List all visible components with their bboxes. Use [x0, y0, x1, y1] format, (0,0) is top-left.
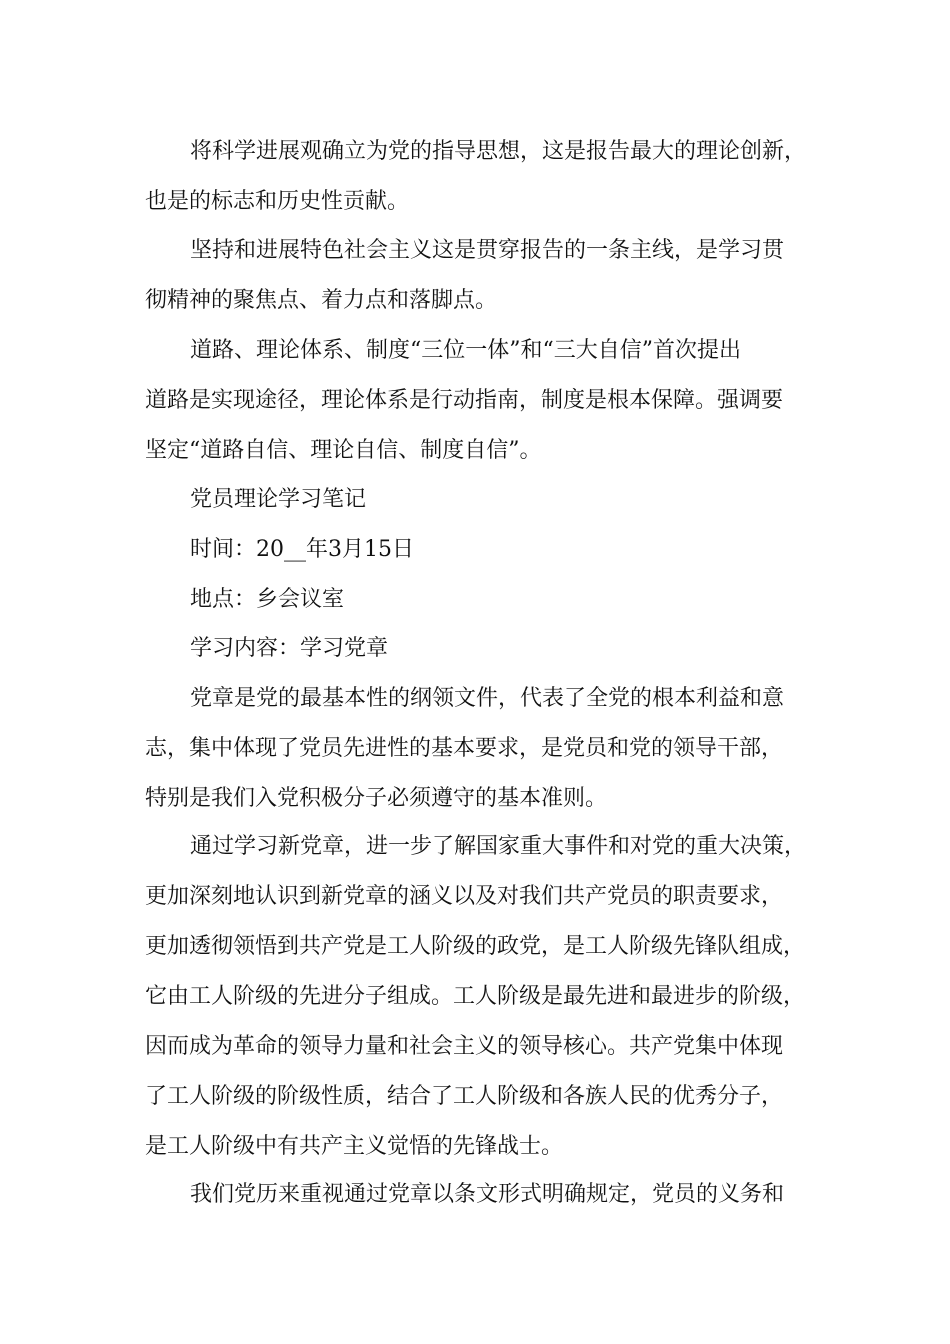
text-line: 更加透彻领悟到共产党是工人阶级的政党，是工人阶级先锋队组成， — [145, 934, 806, 959]
text-line: 道路是实现途径，理论体系是行动指南，制度是根本保障。强调要 — [145, 388, 784, 413]
text-line: 通过学习新党章，进一步了解国家重大事件和对党的重大决策， — [190, 834, 807, 859]
notes-content — [145, 624, 815, 674]
text-line: 坚持和进展特色社会主义这是贯穿报告的一条主线，是学习贯 — [190, 238, 785, 263]
text-line: 时间：20__年3月15日 — [190, 537, 414, 562]
text-line: 我们党历来重视通过党章以条文形式明确规定，党员的义务和 — [190, 1182, 785, 1207]
paragraph-main-line — [145, 226, 815, 326]
text-line: 它由工人阶级的先进分子组成。工人阶级是最先进和最进步的阶级， — [145, 984, 806, 1009]
text-line: 将科学进展观确立为党的指导思想，这是报告最大的理论创新， — [190, 139, 807, 164]
text-line: 党员理论学习笔记 — [190, 487, 367, 512]
text-line: 道路、理论体系、制度“三位一体”和“三大自信”首次提出 — [190, 338, 741, 363]
paragraph-guiding-thought — [145, 127, 815, 227]
paragraph-member-duties — [145, 1170, 815, 1220]
text-line: 特别是我们入党积极分子必须遵守的基本准则。 — [145, 786, 608, 811]
notes-location — [145, 575, 815, 625]
paragraph-party-constitution — [145, 674, 815, 824]
notes-title — [145, 475, 815, 525]
text-line: 因而成为革命的领导力量和社会主义的领导核心。共产党集中体现 — [145, 1034, 784, 1059]
paragraph-new-constitution-study — [145, 822, 815, 1172]
text-line: 彻精神的聚焦点、着力点和落脚点。 — [145, 288, 498, 313]
paragraph-three-in-one — [145, 326, 815, 476]
text-line: 更加深刻地认识到新党章的涵义以及对我们共产党员的职责要求， — [145, 884, 784, 909]
text-line: 地点：乡会议室 — [190, 587, 345, 612]
text-line: 学习内容：学习党章 — [190, 636, 389, 661]
text-line: 党章是党的最基本性的纲领文件，代表了全党的根本利益和意 — [190, 686, 785, 711]
text-line: 是工人阶级中有共产主义觉悟的先锋战士。 — [145, 1134, 564, 1159]
text-line: 坚定“道路自信、理论自信、制度自信”。 — [145, 438, 542, 463]
text-line: 了工人阶级的阶级性质，结合了工人阶级和各族人民的优秀分子， — [145, 1084, 784, 1109]
text-line: 也是的标志和历史性贡献。 — [145, 189, 410, 214]
notes-time — [145, 525, 815, 575]
text-line: 志，集中体现了党员先进性的基本要求，是党员和党的领导干部， — [145, 736, 784, 761]
